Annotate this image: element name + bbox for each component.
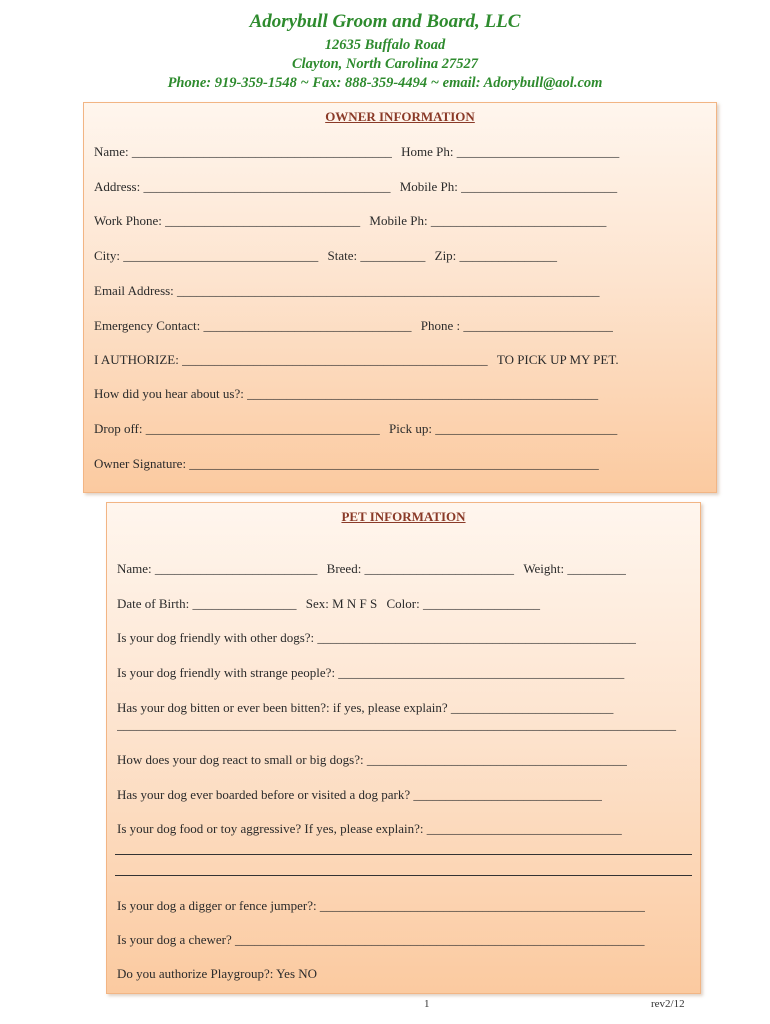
revision-label: rev2/12 — [651, 998, 685, 1010]
owner-row-dropoff — [94, 420, 706, 438]
pet-friendly-dogs-field[interactable]: Is your dog friendly with other dogs?: _________________________________________________ — [117, 630, 636, 645]
owner-row-work — [94, 212, 706, 230]
pet-row-friendly-dogs — [117, 629, 690, 647]
pet-row-dob — [117, 595, 690, 613]
pet-row-name — [117, 560, 690, 578]
pet-chewer-field[interactable]: Is your dog a chewer? _______________________________________________________________ — [117, 932, 645, 947]
owner-authorize-suffix: TO PICK UP MY PET. — [496, 352, 619, 367]
pet-dob-field[interactable]: Date of Birth: ________________ — [117, 596, 297, 611]
owner-row-hear — [94, 385, 706, 403]
pet-bitten-field[interactable]: Has your dog bitten or ever been bitten?: if yes, please explain? _________________________ — [117, 700, 614, 715]
pet-row-digger — [117, 897, 690, 915]
pet-name-field[interactable]: Name: _________________________ — [117, 561, 318, 576]
pet-row-chewer — [117, 931, 690, 949]
letterhead — [0, 8, 770, 93]
pet-boarded-field[interactable]: Has your dog ever boarded before or visited a dog park? _____________________________ — [117, 787, 602, 802]
owner-authorize-field[interactable]: I AUTHORIZE: _______________________________________________ — [94, 352, 488, 367]
owner-name-field[interactable]: Name: ________________________________________ — [94, 144, 392, 159]
contact-line: Phone: 919-359-1548 ~ Fax: 888-359-4494 ~ email: Adorybull@aol.com — [167, 75, 603, 91]
pet-section-title: PET INFORMATION — [341, 509, 466, 524]
owner-emergency-phone-field[interactable]: Phone : _______________________ — [420, 318, 613, 333]
pet-row-friendly-people — [117, 664, 690, 682]
pet-row-boarded — [117, 786, 690, 804]
owner-home-phone-field[interactable]: Home Ph: _________________________ — [401, 144, 620, 159]
page-number: 1 — [424, 998, 430, 1010]
city-address: Clayton, North Carolina 27527 — [291, 56, 479, 72]
explain-line-2[interactable] — [115, 875, 692, 876]
owner-row-address — [94, 178, 706, 196]
pet-row-bitten-continued — [117, 716, 690, 734]
pet-row-playgroup — [117, 965, 690, 983]
pet-sex-options[interactable]: Sex: M N F S — [305, 596, 378, 611]
pet-react-field[interactable]: How does your dog react to small or big dogs?: ________________________________________ — [117, 752, 627, 767]
owner-emergency-contact-field[interactable]: Emergency Contact: ________________________________ — [94, 318, 412, 333]
owner-row-emergency — [94, 317, 706, 335]
owner-row-city — [94, 247, 706, 265]
pet-bitten-extra-line[interactable]: ______________________________________________________________________________________ — [117, 717, 676, 732]
pet-friendly-people-field[interactable]: Is your dog friendly with strange people?: ____________________________________________ — [117, 665, 625, 680]
owner-row-name — [94, 143, 706, 161]
owner-mobile-phone-field[interactable]: Mobile Ph: ________________________ — [399, 179, 618, 194]
pet-digger-field[interactable]: Is your dog a digger or fence jumper?: __________________________________________________ — [117, 898, 645, 913]
owner-mobile-phone2-field[interactable]: Mobile Ph: ___________________________ — [369, 213, 607, 228]
owner-row-authorize — [94, 351, 706, 369]
owner-row-signature — [94, 455, 706, 473]
pet-row-bitten — [117, 699, 690, 717]
owner-state-field[interactable]: State: __________ — [327, 248, 426, 263]
explain-line-1[interactable] — [115, 854, 692, 855]
owner-city-field[interactable]: City: ______________________________ — [94, 248, 319, 263]
owner-drop-off-field[interactable]: Drop off: ____________________________________ — [94, 421, 380, 436]
owner-section-title: OWNER INFORMATION — [325, 109, 475, 124]
company-name: Adorybull Groom and Board, LLC — [249, 11, 521, 32]
owner-signature-field[interactable]: Owner Signature: _______________________________________________________________ — [94, 456, 599, 471]
street-address: 12635 Buffalo Road — [324, 37, 446, 53]
owner-pick-up-field[interactable]: Pick up: ____________________________ — [389, 421, 618, 436]
pet-weight-field[interactable]: Weight: _________ — [523, 561, 626, 576]
pet-breed-field[interactable]: Breed: _______________________ — [326, 561, 515, 576]
owner-row-email — [94, 282, 706, 300]
pet-aggressive-field[interactable]: Is your dog food or toy aggressive? If yes, please explain?: ______________________________ — [117, 821, 622, 836]
owner-work-phone-field[interactable]: Work Phone: ______________________________ — [94, 213, 361, 228]
owner-referral-field[interactable]: How did you hear about us?: ______________________________________________________ — [94, 386, 599, 401]
pet-row-react — [117, 751, 690, 769]
owner-information-section — [83, 102, 717, 493]
owner-email-field[interactable]: Email Address: _________________________________________________________________ — [94, 283, 600, 298]
pet-playgroup-options[interactable]: Do you authorize Playgroup?: Yes NO — [117, 966, 318, 981]
pet-color-field[interactable]: Color: __________________ — [386, 596, 540, 611]
owner-address-field[interactable]: Address: ______________________________________ — [94, 179, 391, 194]
pet-information-section — [106, 502, 701, 994]
pet-row-aggressive — [117, 820, 690, 838]
owner-zip-field[interactable]: Zip: _______________ — [434, 248, 558, 263]
